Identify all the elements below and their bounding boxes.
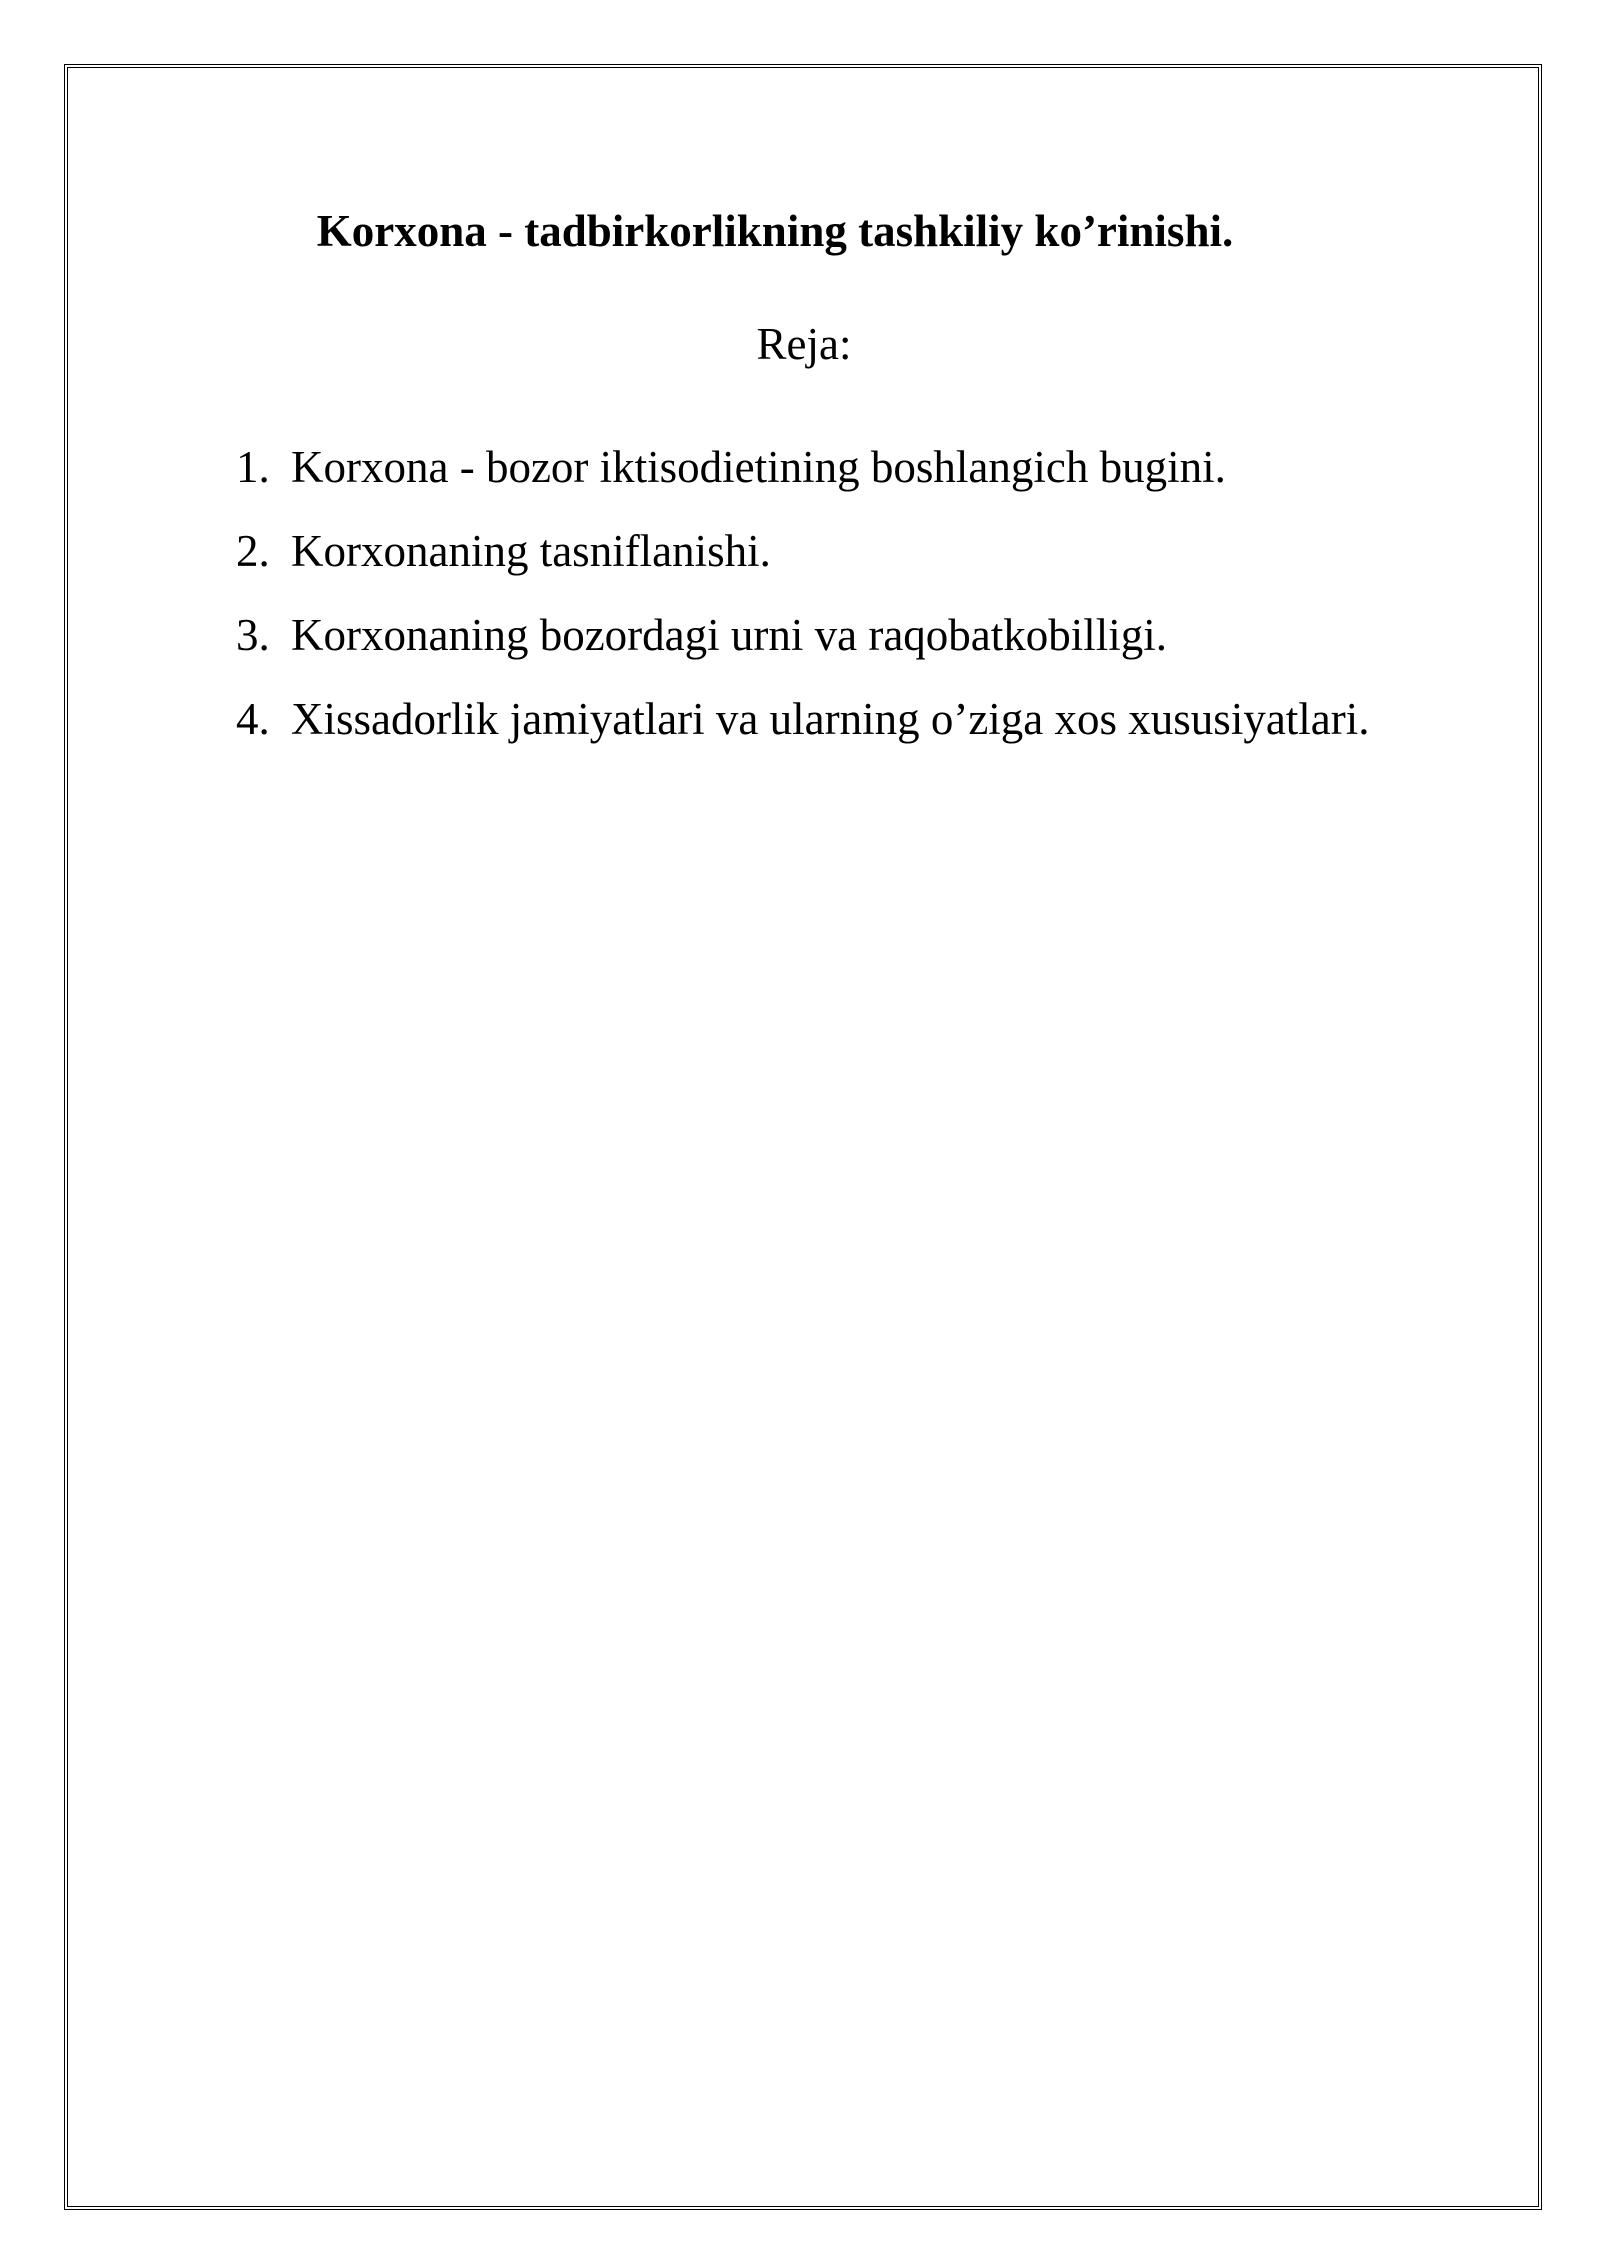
- plan-item-text: Xissadorlik jamiyatlari va ularning o’ziga xos xususiyatlari.: [291, 694, 1370, 744]
- plan-item-text: Korxonaning bozordagi urni va raqobatkobilligi.: [291, 610, 1168, 660]
- plan-item-2: [236, 509, 1456, 593]
- plan-item-number: 2.: [236, 526, 270, 576]
- plan-item-number: 1.: [236, 442, 270, 492]
- plan-item-number: 3.: [236, 610, 270, 660]
- plan-item-4: [236, 677, 1456, 761]
- plan-item-text: Korxona - bozor iktisodietining boshlangich bugini.: [291, 442, 1226, 492]
- plan-item-3: [236, 593, 1456, 677]
- plan-item-number: 4.: [236, 694, 270, 744]
- plan-item-text: Korxonaning tasniflanishi.: [291, 526, 771, 576]
- document-title: Korxona - tadbirkorlikning tashkiliy ko’rinishi.: [316, 206, 1234, 256]
- plan-list: [236, 425, 1456, 761]
- plan-heading: Reja:: [756, 319, 852, 369]
- plan-item-1: [236, 425, 1456, 509]
- page-border: [64, 64, 1542, 2210]
